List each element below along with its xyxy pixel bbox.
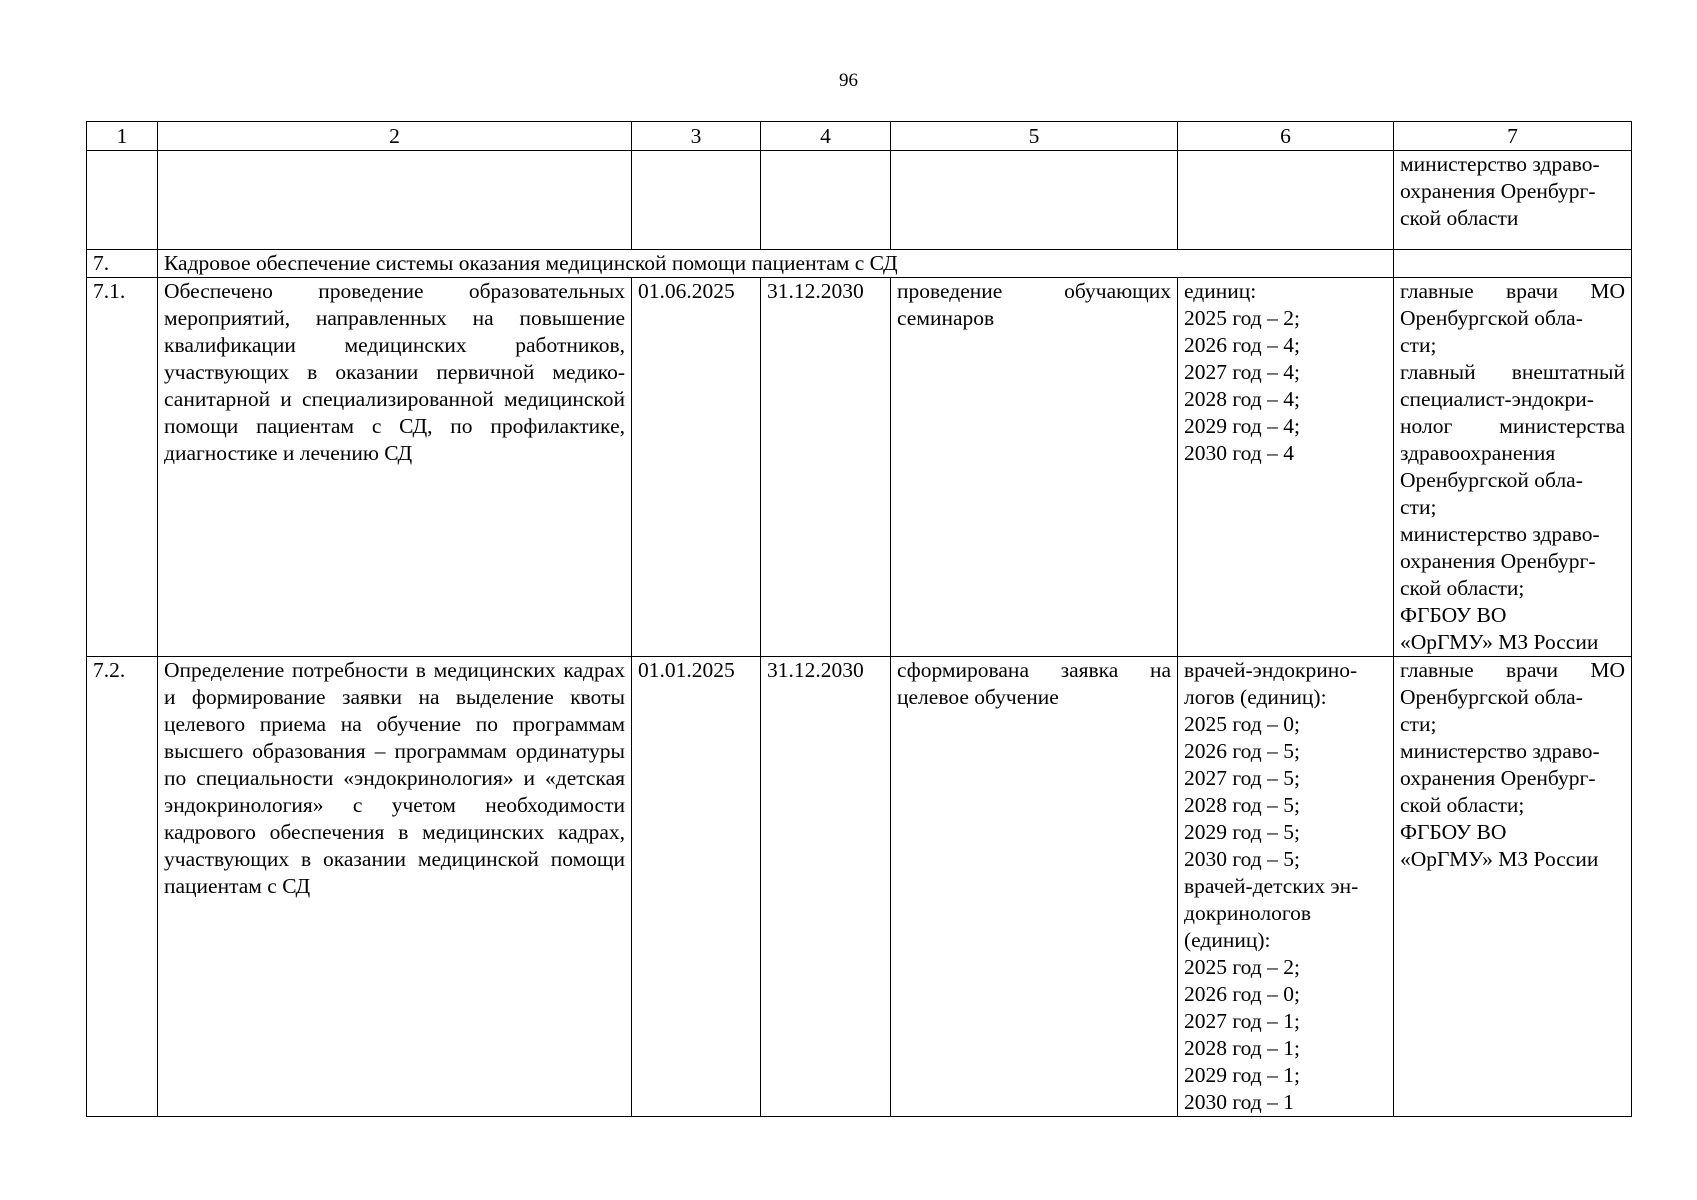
empty-cell [761, 151, 891, 250]
responsible-cell: главные врачи МО Оренбургской обла- сти; главный внештатный специалист-эндокри- нолог министерства здравоохранения Оренбургской обла- сти; министерство здраво- охранения Оренбург- ской области; ФГБОУ ВО «ОрГМУ» МЗ России [1394, 278, 1632, 657]
end-date: 31.12.2030 [761, 657, 891, 1117]
end-date: 31.12.2030 [761, 278, 891, 657]
empty-cell [158, 151, 632, 250]
section-title: Кадровое обеспечение системы оказания медицинской помощи пациентам с СД [158, 250, 1394, 278]
item-description: Обеспечено проведение образовательных мероприятий, направленных на повышение квалификации медицинских работников, участвующих в оказании первичной медико-санитарной и специализированной медицинской помощи пациентам с СД, по профилактике, диагностике и лечению СД [158, 278, 632, 657]
column-header: 5 [891, 122, 1178, 151]
empty-cell [87, 151, 158, 250]
column-header: 3 [632, 122, 761, 151]
column-header: 6 [1178, 122, 1394, 151]
section-number: 7. [87, 250, 158, 278]
responsible-cell: главные врачи МО Оренбургской обла- сти; министерство здраво- охранения Оренбург- ской области; ФГБОУ ВО «ОрГМУ» МЗ России [1394, 657, 1632, 1117]
empty-cell [632, 151, 761, 250]
expected-result: проведение обучающих семинаров [891, 278, 1178, 657]
column-header: 4 [761, 122, 891, 151]
empty-cell [891, 151, 1178, 250]
continuation-row [87, 151, 1632, 250]
table-row [87, 278, 1632, 657]
expected-result: сформирована заявка на целевое обучение [891, 657, 1178, 1117]
start-date: 01.06.2025 [632, 278, 761, 657]
start-date: 01.01.2025 [632, 657, 761, 1117]
column-header: 7 [1394, 122, 1632, 151]
item-description: Определение потребности в медицинских кадрах и формирование заявки на выделение квоты целевого приема на обучение по программам высшего образования – программам ординатуры по специальности «эндокринология» и «детская эндокринология» с учетом необходимости кадрового обеспечения в медицинских кадрах, участвующих в оказании медицинской помощи пациентам с СД [158, 657, 632, 1117]
page-number: 96 [839, 70, 858, 91]
item-number: 7.2. [87, 657, 158, 1117]
section-row [87, 250, 1632, 278]
indicator-values: единиц: 2025 год – 2; 2026 год – 4; 2027 год – 4; 2028 год – 4; 2029 год – 4; 2030 год – 4 [1178, 278, 1394, 657]
column-header: 1 [87, 122, 158, 151]
item-number: 7.1. [87, 278, 158, 657]
indicator-values: врачей-эндокрино- логов (единиц): 2025 год – 0; 2026 год – 5; 2027 год – 5; 2028 год – 5; 2029 год – 5; 2030 год – 5; врачей-детских эн- докринологов (единиц): 2025 год – 2; 2026 год – 0; 2027 год – 1; 2028 год – 1; 2029 год – 1; 2030 год – 1 [1178, 657, 1394, 1117]
responsible-cell: министерство здраво- охранения Оренбург- ской области [1394, 151, 1632, 250]
action-plan-table [86, 121, 1632, 1117]
column-header: 2 [158, 122, 632, 151]
empty-cell [1394, 250, 1632, 278]
table-row [87, 657, 1632, 1117]
column-number-header-row [87, 122, 1632, 151]
empty-cell [1178, 151, 1394, 250]
